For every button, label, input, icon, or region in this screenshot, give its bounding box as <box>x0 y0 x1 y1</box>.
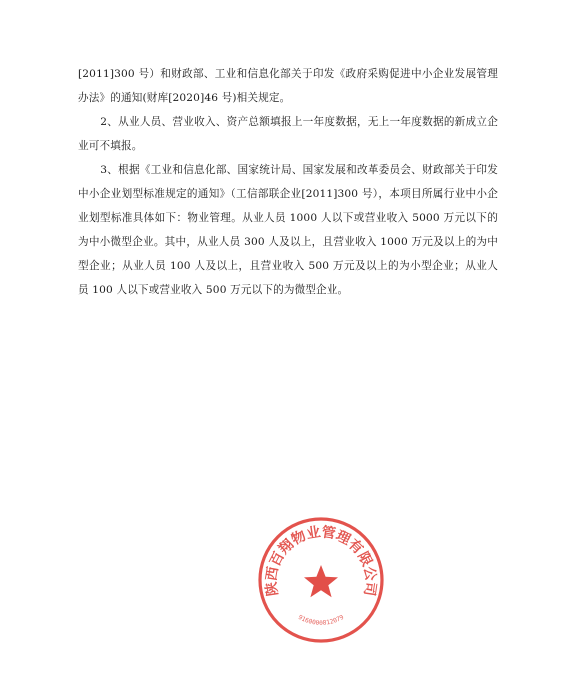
paragraph-item-2: 2、从业人员、营业收入、资产总额填报上一年度数据，无上一年度数据的新成立企业可不填报。 <box>78 116 498 152</box>
svg-text:9160000812079: 9160000812079 <box>296 613 346 627</box>
document-body <box>78 62 498 302</box>
paragraph-continuation: [2011]300 号）和财政部、工业和信息化部关于印发《政府采购促进中小企业发展管理办法》的通知(财库[2020]46 号)相关规定。 <box>78 68 498 104</box>
star-icon <box>304 565 338 597</box>
svg-text:陕西百翔物业管理有限公司: 陕西百翔物业管理有限公司 <box>263 524 379 598</box>
paragraph-item-3: 3、根据《工业和信息化部、国家统计局、国家发展和改革委员会、财政部关于印发中小企业划型标准规定的通知》（工信部联企业[2011]300 号），本项目所属行业中小企业划型标准具体如下：物业管理。从业人员 1000 人以下或营业收入 5000 万元以下的为中小微型企业。其中，从业人员 300 人及以上，且营业收入 1000 万元及以上的为中型企业；从业人员 100 人及以上，且营业收入 500 万元及以上的为小型企业；从业人员 100 人以下或营业收入 500 万元以下的为微型企业。 <box>78 164 498 296</box>
company-seal-stamp <box>256 515 386 645</box>
